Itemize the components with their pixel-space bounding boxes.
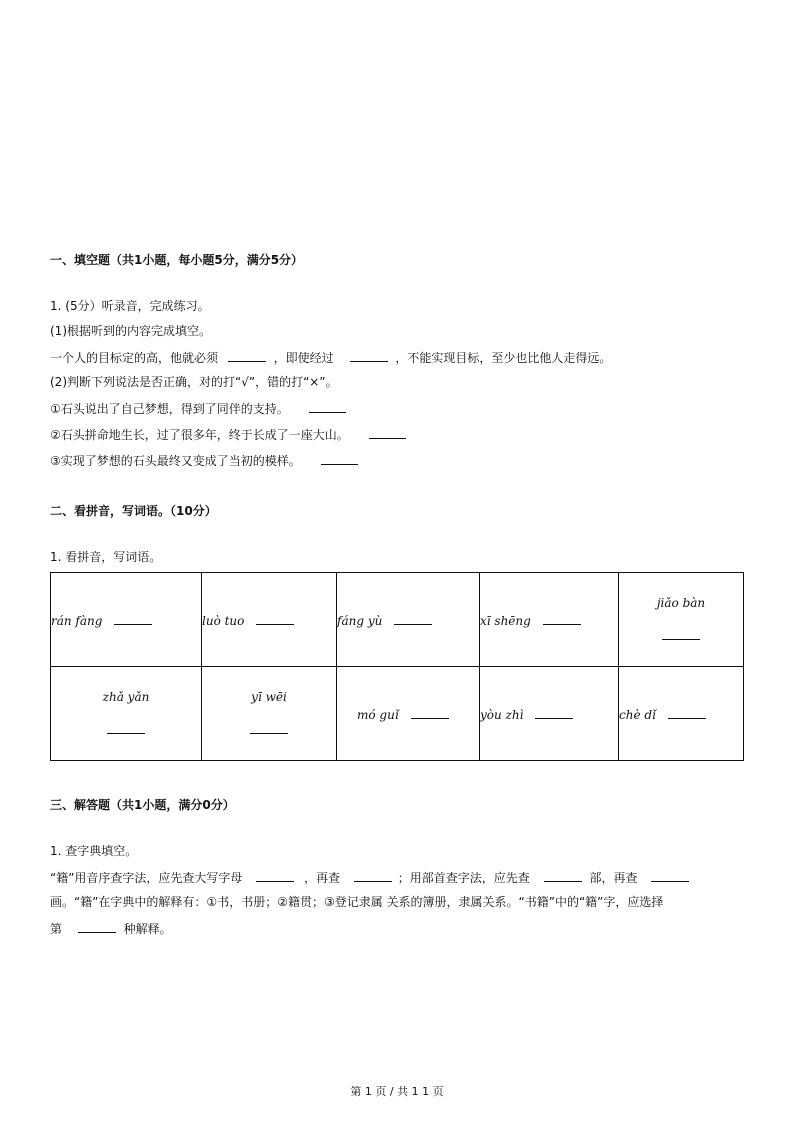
pinyin-cell [480,667,619,761]
fill-sentence [50,348,611,366]
dictionary-line-1 [50,868,689,886]
answer-blank[interactable] [354,868,392,882]
answer-blank[interactable] [651,868,689,882]
answer-blank[interactable] [369,425,406,439]
pinyin-cell [619,573,744,667]
pinyin-cell [202,573,337,667]
judge-item-1 [50,399,346,417]
answer-blank[interactable] [543,611,581,625]
line-text: 第 [50,922,63,936]
line-text: ；用部首查字法，应先查 [397,871,530,885]
pinyin-cell [51,667,202,761]
pinyin-text: rán fàng [51,614,103,628]
pinyin-text: xī shēng [480,614,531,628]
page-footer: 第 1 页 / 共 1 1 页 [350,1085,444,1098]
answer-blank[interactable] [411,705,449,719]
answer-blank[interactable] [107,720,145,734]
table-row [51,573,744,667]
pinyin-cell [51,573,202,667]
pinyin-text: fáng yù [337,614,383,628]
answer-blank[interactable] [228,348,266,362]
section1-heading: 一、填空题（共1小题，每小题5分，满分5分） [50,253,304,267]
answer-blank[interactable] [250,720,288,734]
line-text: 种解释。 [123,922,172,936]
pinyin-cell [202,667,337,761]
answer-blank[interactable] [544,868,582,882]
line-text: 部，再查 [589,871,638,885]
pinyin-text: jiǎo bàn [656,596,706,610]
sentence-part-c: ，不能实现目标，至少也比他人走得远。 [395,351,612,365]
line-text: “籍”用音序查字法，应先查大写字母 [50,871,243,885]
answer-blank[interactable] [535,705,573,719]
judge-item-3 [50,451,358,469]
answer-blank[interactable] [256,611,294,625]
pinyin-text: mó guǐ [357,708,399,722]
answer-blank[interactable] [394,611,432,625]
judge-item-text: ③实现了梦想的石头最终又变成了当初的模样。 [50,454,301,468]
judge-item-text: ②石头拼命地生长，过了很多年，终于长成了一座大山。 [50,428,349,442]
section3-heading: 三、解答题（共1小题，满分0分） [50,798,235,812]
dictionary-line-2: 画。“籍”在字典中的解释有：①书，书册；②籍贯；③登记隶属 关系的簿册，隶属关系。“书籍”中的“籍”字，应选择 [50,895,664,909]
pinyin-cell [337,573,480,667]
pinyin-text: luò tuo [202,614,245,628]
answer-blank[interactable] [321,451,358,465]
line-text: ，再查 [304,871,341,885]
part2-instruction: (2)判断下列说法是否正确，对的打“√”，错的打“×”。 [50,375,338,389]
sentence-part-b: ，即使经过 [273,351,334,365]
pinyin-cell [480,573,619,667]
answer-blank[interactable] [309,399,346,413]
answer-blank[interactable] [78,919,116,933]
answer-blank[interactable] [350,348,388,362]
section2-heading: 二、看拼音，写词语。（10分） [50,504,217,518]
sentence-part-a: 一个人的目标定的高，他就必须 [50,351,219,365]
question3-intro: 1. 查字典填空。 [50,844,138,858]
dictionary-line-3 [50,919,172,937]
judge-item-2 [50,425,406,443]
pinyin-cell [337,667,480,761]
table-row [51,667,744,761]
question2-intro: 1. 看拼音，写词语。 [50,550,162,564]
pinyin-text: yòu zhì [480,708,524,722]
pinyin-text: yī wēi [251,690,287,704]
pinyin-text: chè dǐ [619,708,656,722]
pinyin-cell [619,667,744,761]
pinyin-text: zhǎ yǎn [102,690,150,704]
pinyin-table [50,572,744,761]
answer-blank[interactable] [668,705,706,719]
part1-instruction: (1)根据听到的内容完成填空。 [50,324,211,338]
answer-blank[interactable] [662,626,700,640]
judge-item-text: ①石头说出了自己梦想，得到了同伴的支持。 [50,402,289,416]
answer-blank[interactable] [256,868,294,882]
answer-blank[interactable] [114,611,152,625]
question1-intro: 1. (5分）听录音，完成练习。 [50,299,210,313]
